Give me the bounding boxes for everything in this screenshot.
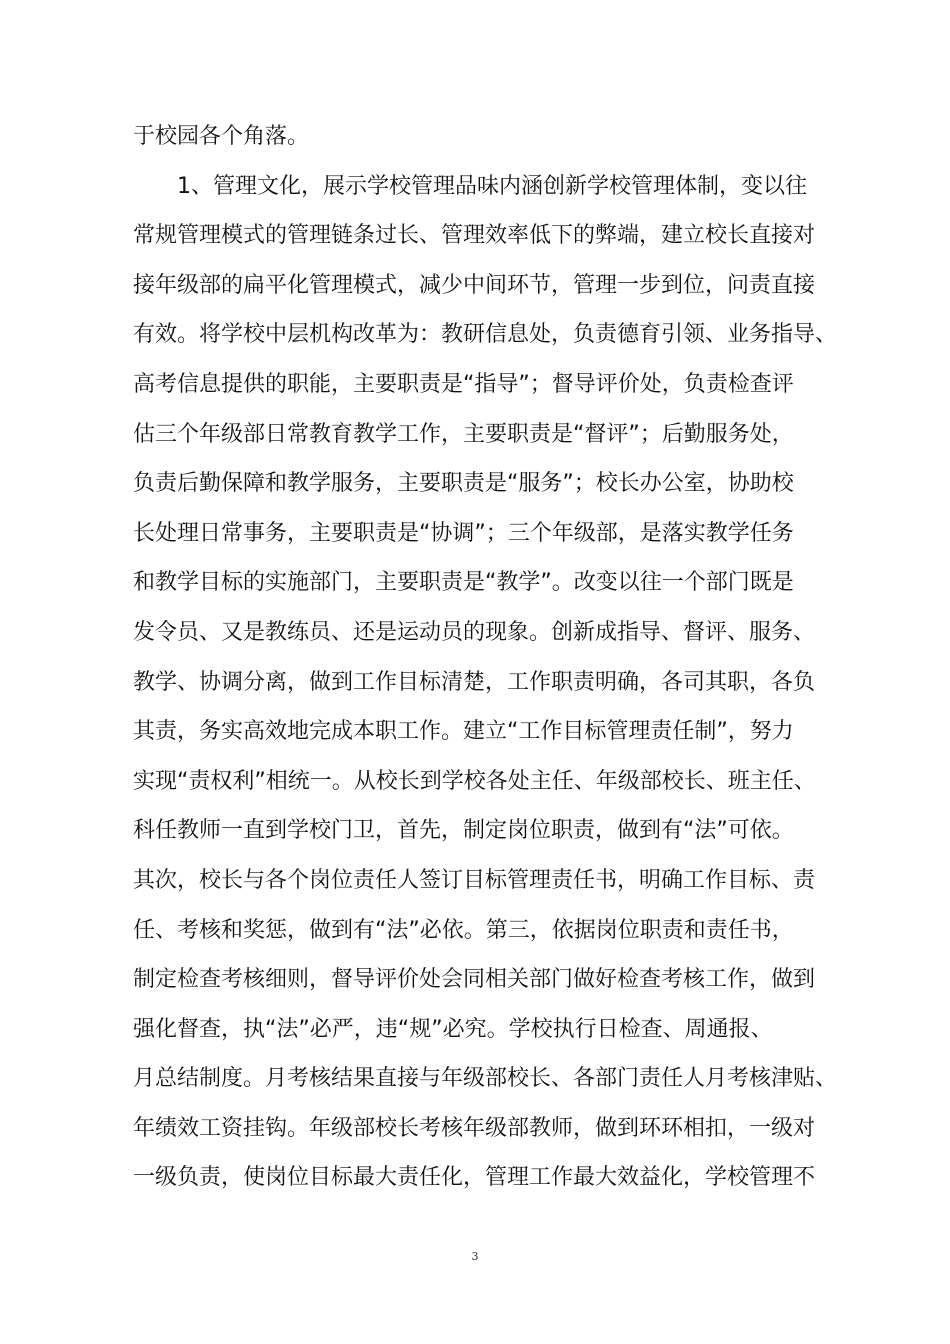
text-line: 估三个年级部日常教育教学工作，主要职责是“督评”；后勤服务处， — [133, 421, 794, 447]
text-line: 教学、协调分离，做到工作目标清楚，工作职责明确，各司其职，各负 — [133, 669, 816, 695]
text-line: 有效。将学校中层机构改革为：教研信息处，负责德育引领、业务指导、 — [133, 322, 838, 348]
text-line: 其次，校长与各个岗位责任人签订目标管理责任书，明确工作目标、责 — [133, 867, 816, 893]
text-line: 其责，务实高效地完成本职工作。建立“工作目标管理责任制”，努力 — [133, 719, 794, 745]
text-line: 发令员、又是教练员、还是运动员的现象。创新成指导、督评、服务、 — [133, 619, 816, 645]
text-line: 任、考核和奖惩，做到有“法”必依。第三，依据岗位职责和责任书， — [133, 917, 794, 943]
text-line: 强化督查，执“法”必严，违“规”必究。学校执行日检查、周通报、 — [133, 1016, 773, 1042]
text-line: 月总结制度。月考核结果直接与年级部校长、各部门责任人月考核津贴、 — [133, 1066, 838, 1092]
text-line: 一级负责，使岗位目标最大责任化，管理工作最大效益化，学校管理不 — [133, 1165, 816, 1191]
text-line: 和教学目标的实施部门，主要职责是“教学”。改变以往一个部门既是 — [133, 570, 794, 596]
text-line: 于校园各个角落。 — [133, 124, 310, 149]
text-line: 实现“责权利”相统一。从校长到学校各处主任、年级部校长、班主任、 — [133, 768, 816, 794]
text-line: 接年级部的扁平化管理模式，减少中间环节，管理一步到位，问责直接 — [133, 272, 816, 298]
text-line: 长处理日常事务，主要职责是“协调”；三个年级部，是落实教学任务 — [133, 520, 794, 546]
text-line: 高考信息提供的职能，主要职责是“指导”；督导评价处，负责检查评 — [133, 371, 794, 397]
body-text — [133, 117, 838, 1208]
text-line: 负责后勤保障和教学服务，主要职责是“服务”；校长办公室，协助校 — [133, 471, 794, 497]
text-line: 科任教师一直到学校门卫，首先，制定岗位职责，做到有“法”可依。 — [133, 818, 794, 844]
text-line: 常规管理模式的管理链条过长、管理效率低下的弊端，建立校长直接对 — [133, 223, 816, 249]
text-line: 制定检查考核细则，督导评价处会同相关部门做好检查考核工作，做到 — [133, 967, 816, 993]
page-number: 3 — [471, 1250, 479, 1263]
text-line: 年绩效工资挂钩。年级部校长考核年级部教师，做到环环相扣，一级对 — [133, 1115, 816, 1141]
paragraph-first-line: 1、管理文化，展示学校管理品味内涵创新学校管理体制，变以往 — [177, 173, 807, 199]
